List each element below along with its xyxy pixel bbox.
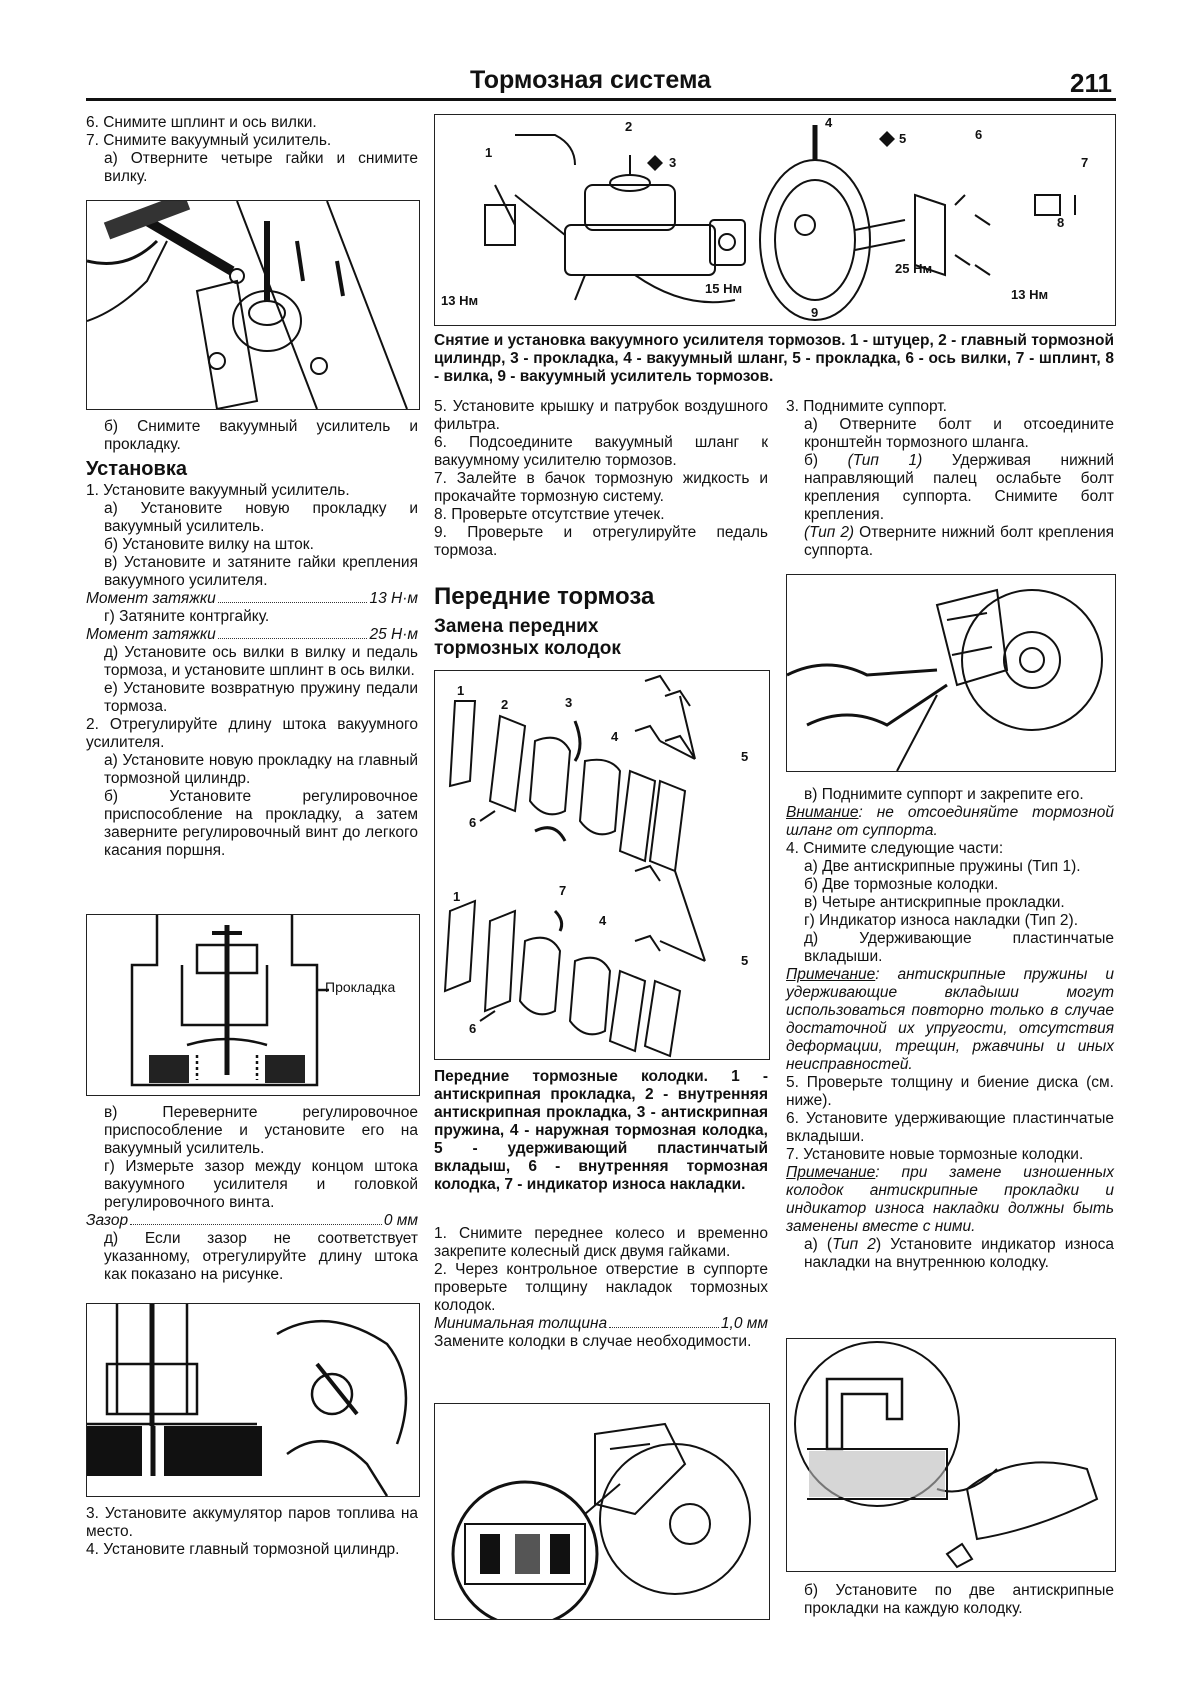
step-text: 8. Проверьте отсутствие утечек. [434, 506, 665, 523]
wear-indicator-illustration [787, 1339, 1115, 1571]
step-text: в) Установите и затяните гайки крепления вакуумного усилителя. [104, 554, 418, 589]
list-item: а) Две антискрипные пружины (Тип 1). [804, 858, 1081, 875]
spec-value: 25 Н·м [369, 626, 418, 643]
step-text: а) Отверните болт и отсоедините кронштейн тормозного шланга. [804, 416, 1114, 451]
step-text: 5. Проверьте толщину и биение диска (см. ниже). [786, 1074, 1114, 1109]
callout-label: 6 [469, 815, 477, 830]
page-header-title: Тормозная система [470, 66, 712, 94]
callout-label: 8 [1057, 215, 1065, 230]
spec-torque-1 [86, 590, 418, 608]
callout-label: 3 [565, 695, 573, 710]
callout-label: 2 [625, 119, 633, 134]
figure-label-gasket: Прокладка [325, 979, 396, 995]
callout-label: 1 [453, 889, 461, 904]
callout-label: 9 [811, 305, 819, 320]
callout-label: 6 [975, 127, 983, 142]
note-label: Примечание [786, 966, 876, 983]
note-text: : при замене изношенных колодок антискрипные прокладки и индикатор износа накладки должны быть заменены вместе с ними. [786, 1164, 1114, 1235]
subsection-heading-pads: Замена передних тормозных колодок [434, 616, 621, 659]
callout-label: 4 [611, 729, 619, 744]
callout-label: 7 [559, 883, 567, 898]
note-text: : антискрипные пружины и удерживающие вкладыши могут использоваться повторно только в случае достаточной их упругости, отсутствия деформации, трещин, ржавчины и иных неисправностей. [786, 966, 1114, 1073]
column-3-mid [786, 786, 1114, 1272]
callout-label: 4 [599, 913, 607, 928]
spec-label: Момент затяжки [86, 590, 216, 607]
figure-caption-booster: Снятие и установка вакуумного усилителя тормозов. 1 - штуцер, 2 - главный тормозной цилиндр, 3 - прокладка, 4 - вакуумный шланг, 5 - прокладка, 6 - ось вилки, 7 - шплинт, 8 - вилка, 9 - вакуумный усилитель тормозов. [434, 332, 1114, 385]
callout-label: 5 [899, 131, 907, 146]
warning-text: : не отсоединяйте тормозной шланг от суппорта. [786, 804, 1114, 839]
list-item: д) Удерживающие пластинчатые вкладыши. [804, 930, 1114, 965]
step-text: 6. Снимите шплинт и ось вилки. [86, 114, 317, 131]
header-rule [86, 98, 1116, 101]
note-block [786, 966, 1114, 1074]
section-heading-front-brakes: Передние тормоза [434, 583, 655, 610]
step-text: б) Установите вилку на шток. [104, 536, 314, 553]
step-text: 5. Установите крышку и патрубок воздушного фильтра. [434, 398, 768, 433]
adjust-tool-illustration [87, 915, 419, 1095]
torque-label: 13 Нм [1011, 287, 1049, 302]
column-1-install [86, 418, 418, 860]
page-number: 211 [1070, 68, 1112, 98]
step-text: 3. Поднимите суппорт. [786, 398, 947, 415]
list-item: б) Две тормозные колодки. [804, 876, 999, 893]
step-text [786, 524, 1114, 560]
section-heading-install: Установка [86, 458, 187, 480]
note-block [786, 1164, 1114, 1236]
step-text: г) Измерьте зазор между концом штока вакуумного усилителя и головкой регулировочного винта. [104, 1158, 418, 1211]
step-text: 3. Установите аккумулятор паров топлива на место. [86, 1505, 418, 1540]
step-text-body: ) Установите индикатор износа накладки на внутреннюю колодку. [804, 1236, 1115, 1271]
step-text-body: Удерживая нижний направляющий палец ослабьте болт крепления суппорта. Снимите болт крепления. [804, 452, 1114, 523]
step-text: а) Отверните четыре гайки и снимите вилку. [104, 150, 418, 185]
lift-caliper-illustration [787, 575, 1115, 771]
type-ref: Тип 2 [832, 1236, 876, 1253]
callout-label: 1 [457, 683, 465, 698]
step-text: Замените колодки в случае необходимости. [434, 1333, 752, 1350]
step-text: г) Затяните контргайку. [104, 608, 270, 625]
figure-caliper-inspection [434, 1403, 770, 1620]
list-item: г) Индикатор износа накладки (Тип 2). [804, 912, 1079, 929]
figure-rod-adjust [86, 1303, 420, 1497]
torque-label: 13 Нм [441, 293, 479, 308]
step-text: 1. Снимите переднее колесо и временно закрепите колесный диск двумя гайками. [434, 1225, 768, 1260]
rod-adjust-illustration [87, 1304, 419, 1496]
spec-min-thickness [434, 1315, 768, 1333]
step-text: в) Поднимите суппорт и закрепите его. [804, 786, 1084, 803]
figure-lift-caliper [786, 574, 1116, 772]
step-text: д) Установите ось вилки в вилку и педаль тормоза, и установите шплинт в ось вилки. [104, 644, 418, 679]
step-text: б) Установите регулировочное приспособление на прокладку, а затем заверните регулировочный винт до легкого касания поршня. [104, 788, 418, 859]
figure-caption-pads: Передние тормозные колодки. 1 - антискрипная прокладка, 2 - внутренняя антискрипная прокладка, 3 - антискрипная пружина, 4 - наружная тормозная колодка, 5 - удерживающий пластинчатый вкладыш, 6 - внутренняя тормозная колодка, 7 - индикатор износа накладки. [434, 1068, 768, 1193]
callout-label: 5 [741, 953, 749, 968]
torque-label: 25 Нм [895, 261, 933, 276]
figure-adjust-tool [86, 914, 420, 1096]
step-text: в) Переверните регулировочное приспособление и установите его на вакуумный усилитель. [104, 1104, 418, 1157]
caliper-inspection-illustration [435, 1404, 769, 1619]
spec-label: Зазор [86, 1212, 129, 1229]
step-text: 6. Установите удерживающие пластинчатые вкладыши. [786, 1110, 1114, 1145]
figure-front-pads [434, 670, 770, 1060]
step-prefix: а) ( [804, 1236, 833, 1253]
column-3-bottom [786, 1582, 1114, 1618]
note-label: Примечание [786, 1164, 876, 1181]
step-text: 1. Установите вакуумный усилитель. [86, 482, 350, 499]
callout-label: 1 [485, 145, 493, 160]
callout-label: 3 [669, 155, 677, 170]
spec-value: 0 мм [383, 1212, 418, 1229]
warning-label: Внимание [786, 804, 859, 821]
spec-clearance [86, 1212, 418, 1230]
callout-label: 2 [501, 697, 509, 712]
column-1-bottom [86, 1505, 418, 1559]
callout-label: 6 [469, 1021, 477, 1036]
figure-wear-indicator [786, 1338, 1116, 1572]
figure-booster-assembly [434, 114, 1116, 326]
spec-label: Минимальная толщина [434, 1315, 608, 1332]
step-text: 7. Установите новые тормозные колодки. [786, 1146, 1084, 1163]
type-ref: (Тип 1) [847, 452, 923, 469]
step-text [786, 1236, 1114, 1272]
step-text: 7. Снимите вакуумный усилитель. [86, 132, 332, 149]
step-text: е) Установите возвратную пружину педали тормоза. [104, 680, 418, 715]
step-text: 6. Подсоедините вакуумный шланг к вакуумному усилителю тормозов. [434, 434, 768, 469]
front-pads-exploded-illustration [435, 671, 769, 1059]
spec-value: 13 Н·м [369, 590, 418, 607]
type-ref: (Тип 2) [804, 524, 855, 541]
step-text: 4. Снимите следующие части: [786, 840, 1004, 857]
step-text: б) (Тип 1) Удерживая нижний направляющий палец ослабьте болт крепления суппорта. Снимите болт крепления. [804, 452, 1114, 523]
step-text: 7. Залейте в бачок тормозную жидкость и прокачайте тормозную систему. [434, 470, 768, 505]
spec-torque-2 [86, 626, 418, 644]
figure-fork-removal [86, 200, 420, 410]
callout-label: 7 [1081, 155, 1089, 170]
step-text-body: Отверните нижний болт крепления суппорта. [804, 524, 1114, 559]
column-2-top [434, 398, 768, 560]
fork-removal-illustration [87, 201, 419, 409]
step-text: 9. Проверьте и отрегулируйте педаль тормоза. [434, 524, 768, 559]
callout-label: 4 [825, 115, 833, 130]
column-1-mid [86, 1104, 418, 1284]
spec-label: Момент затяжки [86, 626, 216, 643]
warning-note [786, 804, 1114, 840]
column-1-top [86, 114, 418, 186]
column-3-top [786, 398, 1114, 560]
step-text: б) Снимите вакуумный усилитель и прокладку. [104, 418, 418, 453]
step-text: д) Если зазор не соответствует указанному, отрегулируйте длину штока как показано на рисунке. [104, 1230, 418, 1283]
list-item: в) Четыре антискрипные прокладки. [804, 894, 1065, 911]
callout-label: 5 [741, 749, 749, 764]
step-text: б) Установите по две антискрипные прокладки на каждую колодку. [804, 1582, 1114, 1617]
torque-label: 15 Нм [705, 281, 743, 296]
column-2-steps [434, 1225, 768, 1351]
step-text: 2. Через контрольное отверстие в суппорте проверьте толщину накладок тормозных колодок. [434, 1261, 768, 1314]
step-text: 2. Отрегулируйте длину штока вакуумного усилителя. [86, 716, 418, 751]
step-text: а) Установите новую прокладку и вакуумный усилитель. [104, 500, 418, 535]
step-text: а) Установите новую прокладку на главный тормозной цилиндр. [104, 752, 418, 787]
step-text: 4. Установите главный тормозной цилиндр. [86, 1541, 400, 1558]
spec-value: 1,0 мм [720, 1315, 768, 1332]
